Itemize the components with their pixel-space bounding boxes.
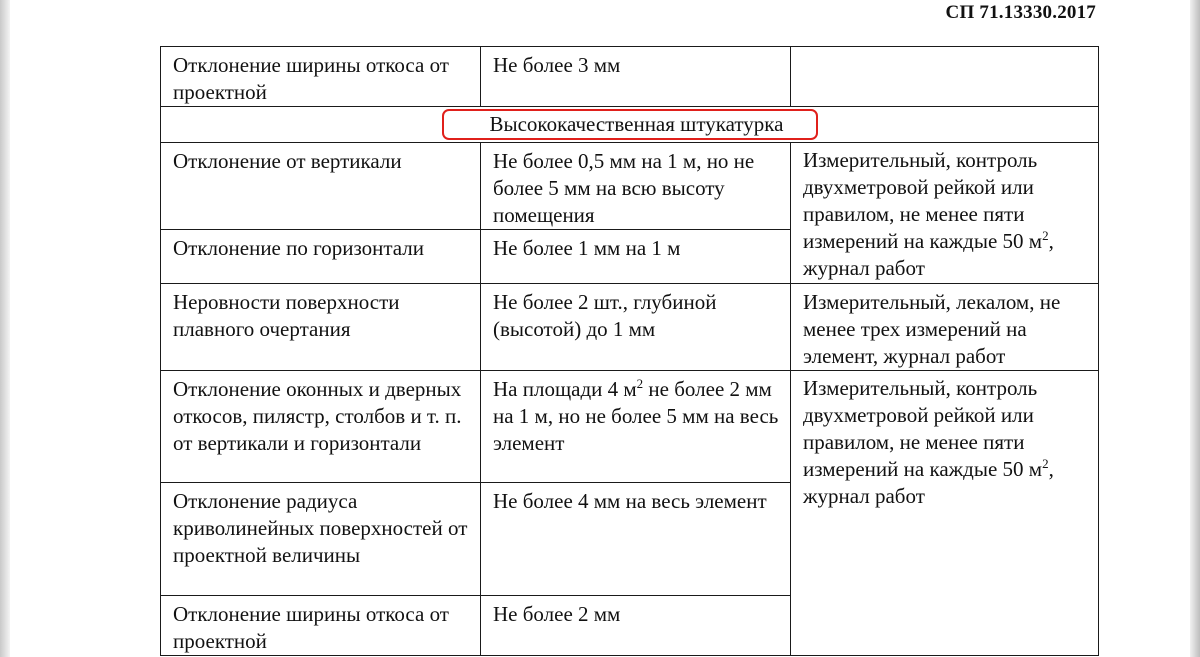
parameter-cell: Отклонение от вертикали <box>161 143 481 230</box>
section-title-highlight <box>442 109 818 140</box>
tolerance-text: На площади 4 м <box>493 377 637 401</box>
page-edge-left <box>0 0 10 657</box>
table-row <box>161 47 1099 107</box>
tolerance-sup: 2 <box>636 376 644 391</box>
table-row <box>161 371 1099 483</box>
control-sup: 2 <box>1042 456 1049 471</box>
control-cell-merged <box>791 371 1099 656</box>
tolerance-cell: Не более 1 мм на 1 м <box>481 230 791 284</box>
parameter-cell: Отклонение оконных и дверных откосов, пилястр, столбов и т. п. от вертикали и горизонтали <box>161 371 481 483</box>
parameter-cell: Отклонение ширины откоса от проектной <box>161 47 481 107</box>
standard-header: СП 71.13330.2017 <box>945 2 1096 23</box>
parameter-cell: Отклонение ширины откоса от проектной <box>161 596 481 656</box>
table-row <box>161 143 1099 230</box>
section-title: Высококачественная штукатурка <box>489 112 784 136</box>
tolerance-cell: Не более 4 мм на весь элемент <box>481 483 791 596</box>
table-row <box>161 284 1099 371</box>
control-tail: , журнал работ <box>803 229 1054 280</box>
tolerance-cell <box>481 371 791 483</box>
control-text: Измерительный, контроль двухметровой рейкой или правилом, не менее пяти измерений на каждые 50 м <box>803 376 1043 481</box>
tolerance-table <box>160 46 1099 656</box>
section-row <box>161 107 1099 143</box>
control-cell-merged <box>791 143 1099 284</box>
parameter-cell: Отклонение радиуса криволинейных поверхностей от проектной величины <box>161 483 481 596</box>
control-text: Измерительный, контроль двухметровой рейкой или правилом, не менее пяти измерений на каждые 50 м <box>803 148 1043 253</box>
control-sup: 2 <box>1042 228 1049 243</box>
tolerance-tail: не более 2 мм на 1 м, но не более 5 мм на весь элемент <box>493 377 779 455</box>
tolerance-cell: Не более 3 мм <box>481 47 791 107</box>
tolerance-cell: Не более 2 мм <box>481 596 791 656</box>
parameter-cell: Неровности поверхности плавного очертания <box>161 284 481 371</box>
tolerance-cell: Не более 0,5 мм на 1 м, но не более 5 мм на всю высоту помещения <box>481 143 791 230</box>
control-cell <box>791 47 1099 107</box>
control-cell: Измерительный, лекалом, не менее трех измерений на элемент, журнал работ <box>791 284 1099 371</box>
control-tail: , журнал работ <box>803 457 1054 508</box>
parameter-cell: Отклонение по горизонтали <box>161 230 481 284</box>
tolerance-cell: Не более 2 шт., глубиной (высотой) до 1 мм <box>481 284 791 371</box>
page-edge-right <box>1190 0 1200 657</box>
section-cell <box>161 107 1099 143</box>
